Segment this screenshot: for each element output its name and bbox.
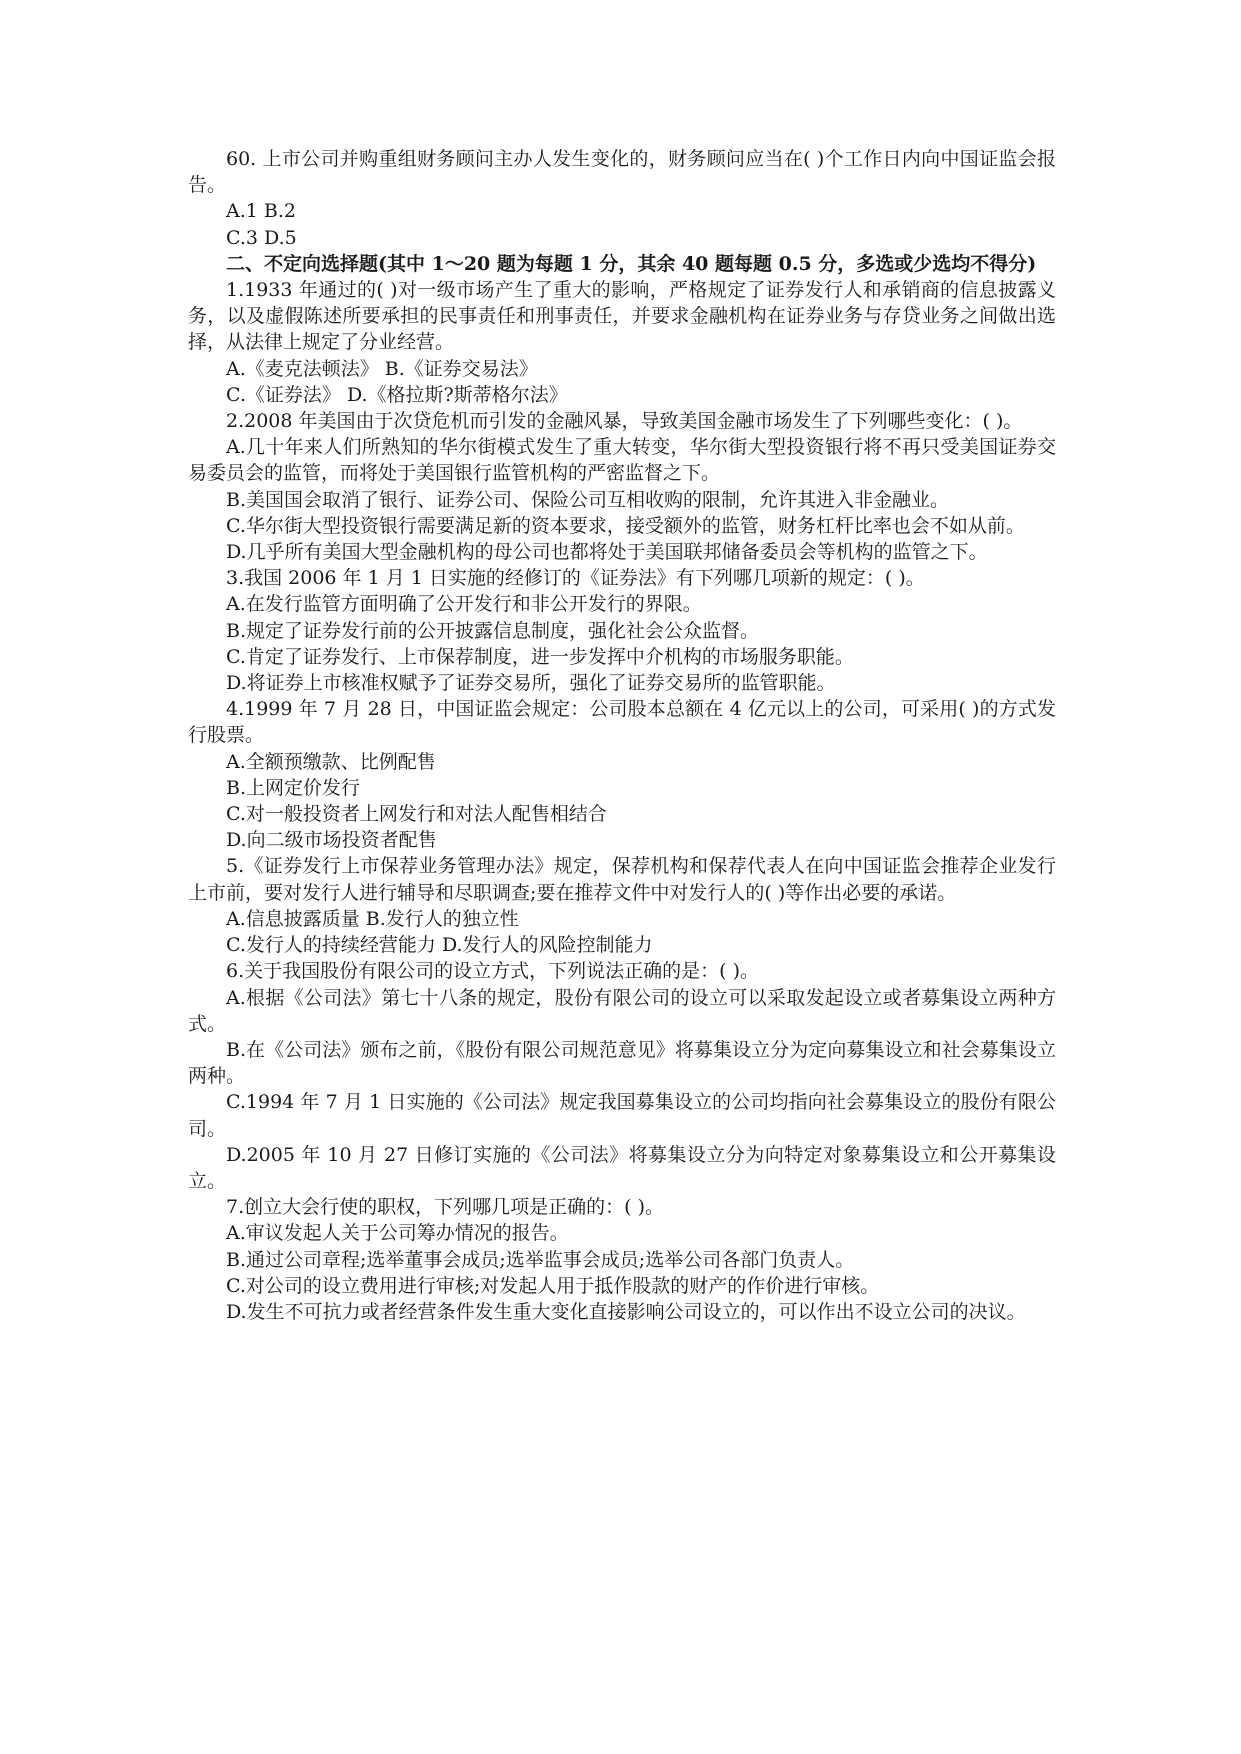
q7-option-a: A.审议发起人关于公司筹办情况的报告。 (226, 1222, 569, 1245)
q3-option-b: B.规定了证券发行前的公开披露信息制度，强化社会公众监督。 (226, 619, 760, 642)
q4-option-c: C.对一般投资者上网发行和对法人配售相结合 (226, 803, 607, 826)
q2-option-d: D.几乎所有美国大型金融机构的母公司也都将处于美国联邦储备委员会等机构的监管之下。 (226, 541, 988, 564)
q5-options-cd: C.发行人的持续经营能力 D.发行人的风险控制能力 (226, 934, 653, 957)
q6-option-c: C.1994 年 7 月 1 日实施的《公司法》规定我国募集设立的公司均指向社会募集设立的股份有限公司。 (188, 1091, 1056, 1140)
q7-stem: 7.创立大会行使的职权，下列哪几项是正确的：( )。 (226, 1196, 664, 1219)
q6-stem: 6.关于我国股份有限公司的设立方式，下列说法正确的是：( )。 (226, 960, 759, 983)
q3-stem: 3.我国 2006 年 1 月 1 日实施的经修订的《证券法》有下列哪几项新的规定：( )。 (226, 567, 925, 590)
q60-stem: 60. 上市公司并购重组财务顾问主办人发生变化的，财务顾问应当在( )个工作日内向中国证监会报告。 (188, 148, 1056, 197)
q4-option-b: B.上网定价发行 (226, 776, 361, 799)
q7-option-c: C.对公司的设立费用进行审核;对发起人用于抵作股款的财产的作价进行审核。 (226, 1274, 880, 1297)
q3-option-a: A.在发行监管方面明确了公开发行和非公开发行的界限。 (226, 593, 702, 616)
q1-stem: 1.1933 年通过的( )对一级市场产生了重大的影响，严格规定了证券发行人和承销商的信息披露义务，以及虚假陈述所要承担的民事责任和刑事责任，并要求金融机构在证券业务与存贷业务之间做出选择，从法律上规定了分业经营。 (188, 279, 1056, 354)
q7-option-d: D.发生不可抗力或者经营条件发生重大变化直接影响公司设立的，可以作出不设立公司的决议。 (226, 1300, 1026, 1323)
q2-stem: 2.2008 年美国由于次贷危机而引发的金融风暴，导致美国金融市场发生了下列哪些变化：( )。 (226, 410, 1023, 433)
q6-option-a: A.根据《公司法》第七十八条的规定，股份有限公司的设立可以采取发起设立或者募集设立两种方式。 (188, 986, 1056, 1035)
document-page (188, 146, 1056, 1325)
q7-option-b: B.通过公司章程;选举董事会成员;选举监事会成员;选举公司各部门负责人。 (226, 1248, 855, 1271)
q4-stem: 4.1999 年 7 月 28 日，中国证监会规定：公司股本总额在 4 亿元以上的公司，可采用( )的方式发行股票。 (188, 698, 1056, 747)
q5-stem: 5.《证券发行上市保荐业务管理办法》规定，保荐机构和保荐代表人在向中国证监会推荐企业发行上市前，要对发行人进行辅导和尽职调查;要在推荐文件中对发行人的( )等作出必要的承诺。 (188, 855, 1056, 904)
q3-option-d: D.将证券上市核准权赋予了证券交易所，强化了证券交易所的监管职能。 (226, 672, 836, 695)
section-heading-multiple-choice: 二、不定向选择题(其中 1～20 题为每题 1 分，其余 40 题每题 0.5 分，多选或少选均不得分) (226, 252, 1037, 275)
q3-option-c: C.肯定了证券发行、上市保荐制度，进一步发挥中介机构的市场服务职能。 (226, 645, 854, 668)
q60-options-cd: C.3 D.5 (226, 226, 297, 249)
q1-options-ab: A.《麦克法顿法》 B.《证券交易法》 (226, 357, 538, 380)
q4-option-d: D.向二级市场投资者配售 (226, 829, 437, 852)
q2-option-a: A.几十年来人们所熟知的华尔街模式发生了重大转变，华尔街大型投资银行将不再只受美国证券交易委员会的监管，而将处于美国银行监管机构的严密监督之下。 (188, 436, 1056, 485)
q4-option-a: A.全额预缴款、比例配售 (226, 750, 436, 773)
q1-options-cd: C.《证券法》 D.《格拉斯?斯蒂格尔法》 (226, 383, 568, 406)
q60-options-ab: A.1 B.2 (226, 200, 296, 223)
q5-options-ab: A.信息披露质量 B.发行人的独立性 (226, 907, 519, 930)
q2-option-c: C.华尔街大型投资银行需要满足新的资本要求，接受额外的监管，财务杠杆比率也会不如从前。 (226, 514, 1025, 537)
q2-option-b: B.美国国会取消了银行、证券公司、保险公司互相收购的限制，允许其进入非金融业。 (226, 488, 950, 511)
q6-option-b: B.在《公司法》颁布之前，《股份有限公司规范意见》将募集设立分为定向募集设立和社会募集设立两种。 (188, 1038, 1056, 1088)
q6-option-d: D.2005 年 10 月 27 日修订实施的《公司法》将募集设立分为向特定对象募集设立和公开募集设立。 (188, 1143, 1056, 1192)
